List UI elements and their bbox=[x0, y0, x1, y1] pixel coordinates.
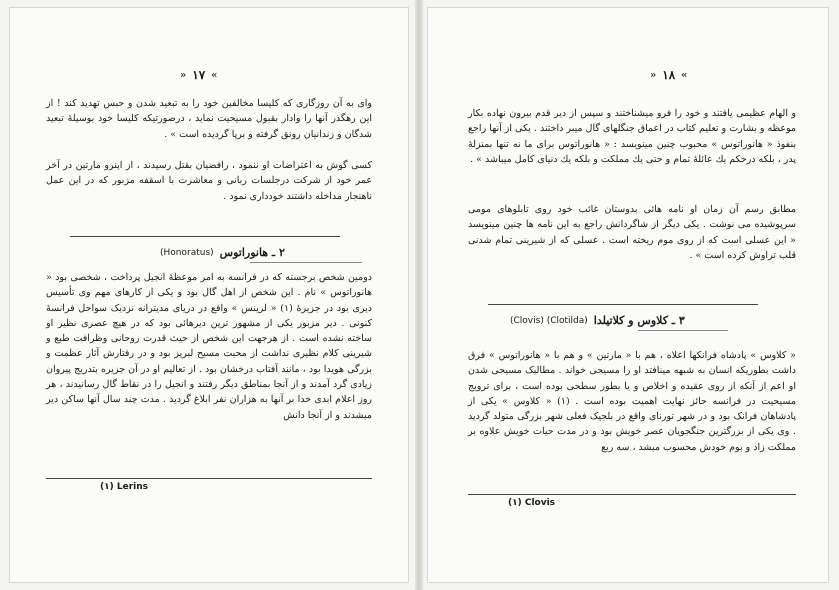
page-header bbox=[650, 68, 687, 82]
paragraph: و الهام عظیمی یافتند و خود را فرو میشناختند و سپس از دیر قدم بیرون نهاده بکار موعظه و بشارت و تعلیم کتاب در اعماق جنگلهای گال میبر داختند . یکی از آنها راجع بنفوذ « هانوراتوس » محبوب چنین مینویسد : « هانوراتوس برای ما نه تنها بمنزلهٔ پدر ، بلکه درحکم یك عائلهٔ تمام و حتی یك مملکت و بلکه یك دنیای کامل میباشد » . bbox=[468, 108, 796, 165]
divider bbox=[488, 304, 758, 305]
right-page bbox=[428, 8, 828, 582]
page-number: ۱۷ bbox=[192, 68, 206, 82]
paragraph: دومین شخص برجسته که در فرانسه به امر موعظهٔ انجیل پرداخت ، شخصی بود « هانوراتوس » نام . این شخص از اهل گال بود و یکی از کارهای مهم وی تأسیس دیری بود در جزیرهٔ (۱) « لرینس » واقع در دریای مدیترانه نزدیک سواحل فرانسهٔ کنونی . دیر مزبور یکی از مشهور ترین دیرهائی بود که در هیچ عصری نظیر او ساخته نشده است . از هرجهت این شخص از حیث قدرت روحانی وظرافت طبع و شیرینی کلام نظیری نداشت از محبت مسیح لبریز بود و در رفتارش آثار عظمت و بزرگی هویدا بود ، مانند آفتاب درخشان بود . از تعالیم او در آن جزیره بتدریج پیروان زیادی گرد آمدند و از آنجا بمناطق دیگر رفتند و انجیل را در نقاط گال رسانیدند ، هر روز اعلام ابدی خدا بر آنها به هزاران نفر ابلاغ گردید . مدت چند سال آنها ساکن دیر میشدند و از آنجا دانش bbox=[46, 272, 372, 421]
paragraph: وای به آن روزگاری که کلیسا مخالفین خود را به تبعید شدن و حبس تهدید کند ! از این رهگذر آنها را وادار بقبول مسیحیت نماید ، درصورتیکه کلیسا خود بوسیلهٔ تبعید شدگان و زندانیان رونق گرفته و برپا گردیده است » . bbox=[46, 98, 372, 140]
section-title-text: ۲ ـ هانوراتوس bbox=[219, 246, 285, 259]
divider bbox=[70, 236, 340, 237]
footnote-divider bbox=[46, 478, 372, 479]
footnote: (۱) Clovis bbox=[508, 498, 556, 508]
paragraph: کسی گوش به اعتراضات او ننمود ، رافضیان بقتل رسیدند ، از اینرو مارتین در آخر عمر خود از شرکت درجلسات ربانی و معاشرت با اسقفه مزبور که در این عمل ناهنجار مداخله داشتند خودداری نمود . bbox=[46, 160, 372, 202]
section-title bbox=[510, 314, 685, 327]
divider bbox=[250, 262, 362, 263]
header-ornament-icon: « bbox=[211, 69, 218, 81]
section-title-latin: (Honoratus) bbox=[160, 247, 214, 258]
header-ornament-icon: » bbox=[180, 69, 187, 81]
section-title-latin: (Clovis) (Clotilda) bbox=[510, 315, 588, 326]
paragraph: مطابق رسم آن زمان او نامه هائی بدوستان غائب خود روی تابلوهای مومی سرپوشیده می نوشت . یکی دیگر از شاگردانش راجع به این نامه ها چنین مینویسد « این عسلی است که از روی موم ریخته است . عسلی که از شیرینی تمام شدنی قلب تراوش کرده است » . bbox=[468, 204, 796, 261]
paragraph: « کلاوس » پادشاه فرانکها اعلاه ، هم با « مارتین » و هم با « هانوراتوس » فرق داشت بطوریکه انسان به شبهه مینافتد او را مسیحی خواند . مطالبک مسیحی شدن او اعم از آنکه از روی عقیده و اخلاص و یا بطور سطحی بوده است ، برای ترویج مسیحیت در فرانسه حائز نهایت اهمیت بوده است . (۱) « کلاوس » یکی از پادشاهان فرانک بود و در شهر تورنای واقع در بلجیک فعلی شهر بزرگی متولد گردید . وی یکی از بزرگترین جنگجویان عصر خویش بود و در مدت حیات خویش علاوه بر مملکت زاد و بوم خودش محسوب میشد ، سه ربع bbox=[468, 350, 796, 453]
header-ornament-icon: » bbox=[650, 69, 657, 81]
left-page bbox=[10, 8, 408, 582]
header-ornament-icon: « bbox=[681, 69, 688, 81]
footnote: (۱) Lerins bbox=[100, 482, 148, 492]
page-number: ۱۸ bbox=[662, 68, 676, 82]
divider bbox=[638, 330, 728, 331]
section-title-text: ۳ ـ کلاوس و کلاتیلدا bbox=[593, 314, 685, 327]
footnote-divider bbox=[468, 494, 796, 495]
page-header bbox=[180, 68, 217, 82]
section-title bbox=[160, 246, 285, 259]
book-spine bbox=[415, 0, 423, 590]
